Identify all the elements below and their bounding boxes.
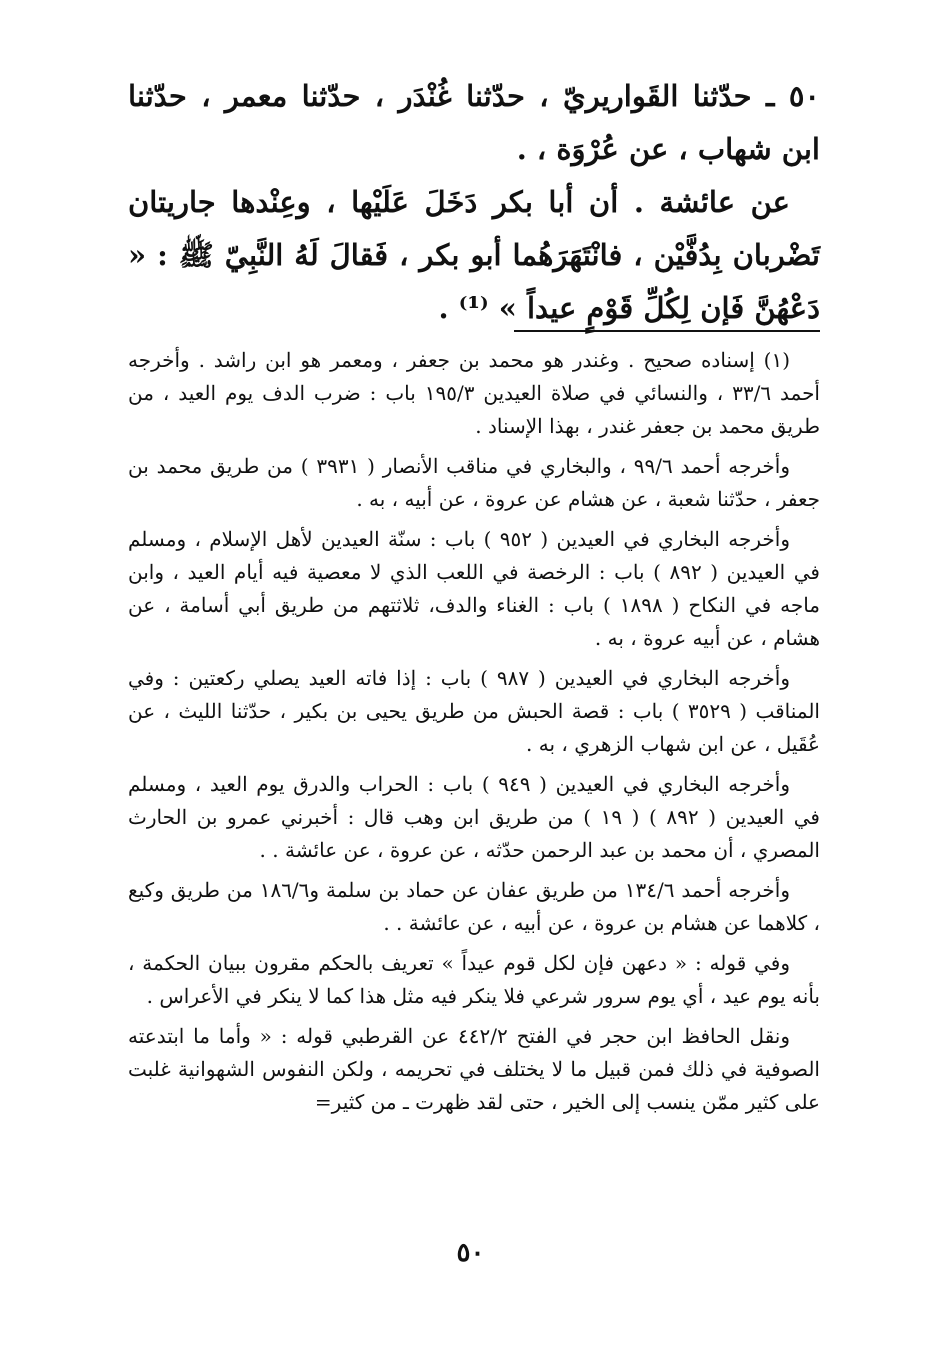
footnote-paragraph: وأخرجه البخاري في العيدين ( ٩٤٩ ) باب : الحراب والدرق يوم العيد ، ومسلم في العيدين ( ٨٩٢ ) ( ١٩ ) من طريق ابن وهب قال : أخبرني عمرو بن الحارث المصري ، أن محمد بن عبد الرحمن حدّثه ، عن عروة ، عن عائشة . . (128, 772, 820, 862)
footnote-paragraph: (١) إسناده صحيح . وغندر هو محمد بن جعفر ، ومعمر هو ابن راشد . وأخرجه أحمد ٣٣/٦ ، والنسائي في صلاة العيدين ١٩٥/٣ باب : ضرب الدف يوم العيد ، من طريق محمد بن جعفر غندر ، بهذا الإسناد . (128, 348, 820, 438)
hadith-matn: عن عائشة . أن أبا بكر دَخَلَ عَلَيْها ، وعِنْدها جاريتان تَضْربان بِدُفَّيْن ، فانْتَهَرَهُما أبو بكر ، فَقالَ لَهُ النَّبِيّ ﷺ : « دَعْهُنَّ فَإن لِكُلِّ قَوْمٍ عيداً » ⁽¹⁾ . (128, 185, 820, 325)
page-number: ٥٠ (456, 1238, 485, 1268)
footnote-paragraph: وأخرجه أحمد ٩٩/٦ ، والبخاري في مناقب الأنصار ( ٣٩٣١ ) من طريق محمد بن جعفر ، حدّثنا شعبة ، عن هشام عن عروة ، عن أبيه ، به . (128, 454, 820, 511)
hadith-isnad: ٥٠ ـ حدّثنا القَواريريّ ، حدّثنا غُنْدَر ، حدّثنا معمر ، حدّثنا ابن شهاب ، عن عُرْوَة ، . (128, 79, 820, 166)
footnote-paragraph: وفي قوله : « دعهن فإن لكل قوم عيداً » تعريف بالحكم مقرون ببيان الحكمة ، بأنه يوم عيد ، أي يوم سرور شرعي فلا ينكر فيه مثل هذا كما لا ينكر في الأعراس . (128, 951, 820, 1008)
footnote-separator (514, 330, 820, 332)
footnotes (128, 344, 820, 1126)
footnote-paragraph: ونقل الحافظ ابن حجر في الفتح ٤٤٢/٢ عن القرطبي قوله : « وأما ما ابتدعته الصوفية في ذلك فمن قبيل ما لا يختلف في تحريمه ، ولكن النفوس الشهوانية غلبت على كثير ممّن ينسب إلى الخير ، حتى لقد ظهرت ـ من كثير= (128, 1024, 820, 1114)
hadith-text (128, 70, 820, 335)
footnote-paragraph: وأخرجه أحمد ١٣٤/٦ من طريق عفان عن حماد بن سلمة و١٨٦/٦ من طريق وكيع ، كلاهما عن هشام بن عروة ، عن أبيه ، عن عائشة . . (128, 878, 820, 935)
footnote-paragraph: وأخرجه البخاري في العيدين ( ٩٨٧ ) باب : إذا فاته العيد يصلي ركعتين : وفي المناقب ( ٣٥٢٩ ) باب : قصة الحبش من طريق يحيى بن بكير ، حدّثنا الليث ، عن عُقَيل ، عن ابن شهاب الزهري ، به . (128, 666, 820, 756)
footnote-paragraph: وأخرجه البخاري في العيدين ( ٩٥٢ ) باب : سنّة العيدين لأهل الإسلام ، ومسلم في العيدين ( ٨٩٢ ) باب : الرخصة في اللعب الذي لا معصية فيه أيام العيد ، وابن ماجه في النكاح ( ١٨٩٨ ) باب : الغناء والدف، ثلاثتهم من طريق أبي أسامة ، عن هشام ، عن أبيه عروة ، به . (128, 527, 820, 650)
